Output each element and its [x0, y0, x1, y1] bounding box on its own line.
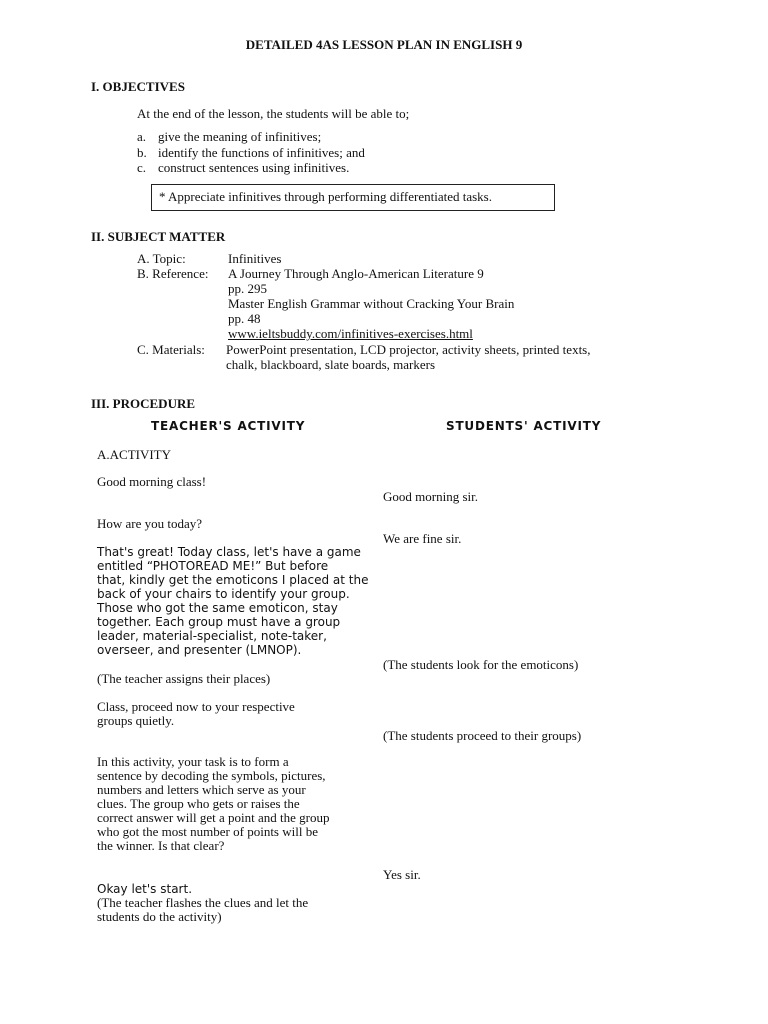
activity-label: A.ACTIVITY — [97, 447, 172, 462]
reference-line: pp. 48 — [228, 311, 261, 326]
materials-line: chalk, blackboard, slate boards, markers — [226, 357, 436, 372]
objective-text: identify the functions of infinitives; and — [158, 145, 365, 160]
procedure-heading: III. PROCEDURE — [91, 396, 196, 411]
student-response: (The students look for the emoticons) — [383, 657, 579, 672]
reference-line: A Journey Through Anglo-American Literature 9 — [228, 266, 484, 281]
objective-marker: a. — [137, 129, 147, 144]
affective-objective-box: * Appreciate infinitives through performing differentiated tasks. — [151, 184, 555, 211]
reference-line: Master English Grammar without Cracking Your Brain — [228, 296, 515, 311]
topic-value: Infinitives — [228, 251, 282, 266]
student-response: Good morning sir. — [383, 489, 478, 504]
reference-line: pp. 295 — [228, 281, 267, 296]
materials-line: PowerPoint presentation, LCD projector, activity sheets, printed texts, — [226, 342, 591, 357]
teacher-paragraph: That's great! Today class, let's have a game entitled “PHOTOREAD ME!” But before that, kindly get the emoticons I placed at the back of your chairs to identify your group. Those who got the same emoticon, stay together. Each group must have a group leader, material-specialist, note-taker, overseer, and presenter (LMNOP). — [97, 545, 369, 657]
students-activity-heading: STUDENTS' ACTIVITY — [446, 419, 602, 433]
objective-item — [137, 145, 365, 160]
objective-text: construct sentences using infinitives. — [158, 160, 350, 175]
objectives-intro: At the end of the lesson, the students will be able to; — [137, 106, 410, 121]
objective-text: give the meaning of infinitives; — [158, 129, 322, 144]
teacher-activity-heading: TEACHER'S ACTIVITY — [151, 419, 306, 433]
materials-label: C. Materials: — [137, 342, 205, 357]
objective-item — [137, 160, 349, 175]
objectives-heading: I. OBJECTIVES — [91, 79, 185, 94]
teacher-paragraph: (The teacher flashes the clues and let the students do the activity) — [97, 895, 309, 924]
teacher-line: Okay let's start. — [97, 882, 193, 896]
objective-marker: c. — [137, 160, 147, 175]
student-response: We are fine sir. — [383, 531, 462, 546]
topic-label: A. Topic: — [137, 251, 186, 266]
objective-marker: b. — [137, 145, 147, 160]
student-response: Yes sir. — [383, 867, 421, 882]
reference-label: B. Reference: — [137, 266, 209, 281]
student-response: (The students proceed to their groups) — [383, 728, 582, 743]
teacher-line: How are you today? — [97, 516, 203, 531]
document-title: DETAILED 4AS LESSON PLAN IN ENGLISH 9 — [245, 37, 523, 52]
teacher-line: (The teacher assigns their places) — [97, 671, 271, 686]
teacher-paragraph: Class, proceed now to your respective groups quietly. — [97, 699, 295, 728]
teacher-paragraph: In this activity, your task is to form a sentence by decoding the symbols, pictures, numbers and letters which serve as your clues. The group who gets or raises the correct answer will get a point and the group who got the most number of points will be the winner. Is that clear? — [97, 754, 330, 853]
teacher-line: Good morning class! — [97, 474, 207, 489]
objective-item — [137, 129, 321, 144]
subject-matter-heading: II. SUBJECT MATTER — [91, 229, 226, 244]
reference-url-link[interactable]: www.ieltsbuddy.com/infinitives-exercises.html — [228, 326, 473, 341]
